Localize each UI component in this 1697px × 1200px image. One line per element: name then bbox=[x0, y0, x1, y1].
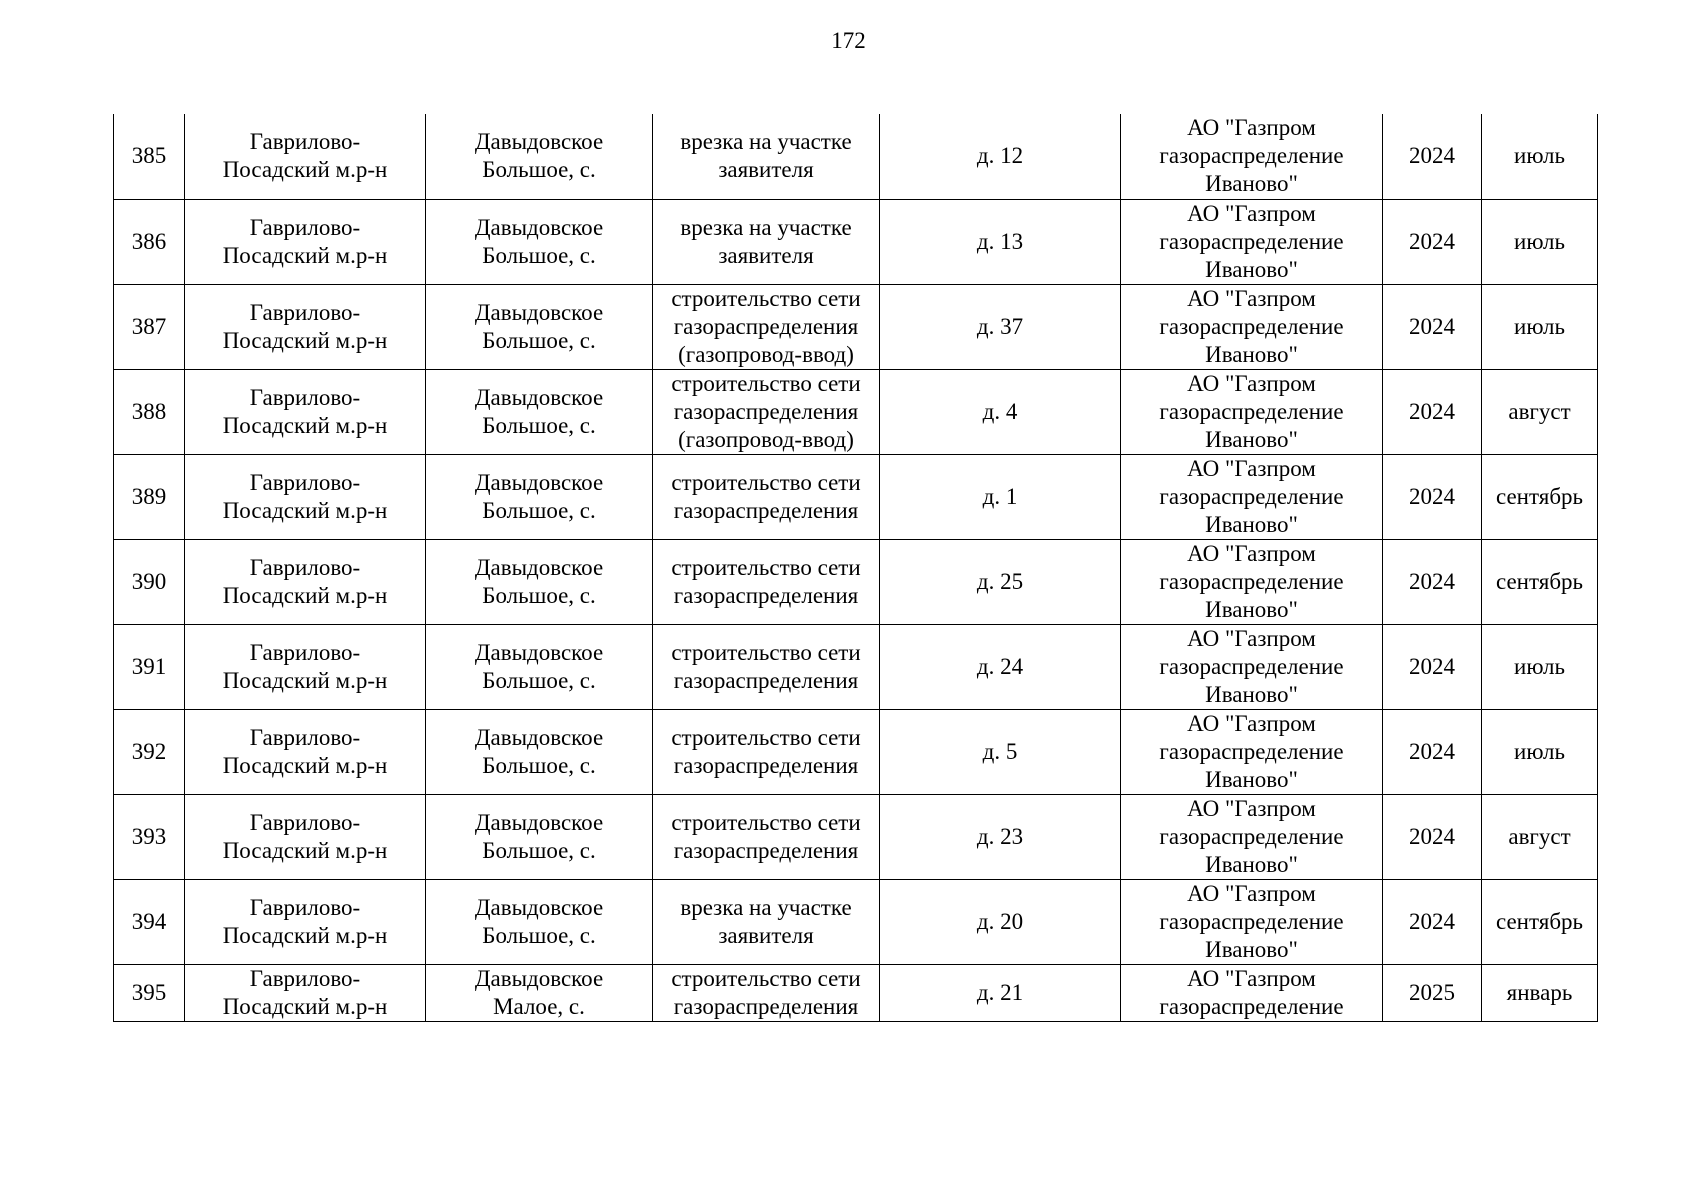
house-cell: д. 13 bbox=[880, 199, 1121, 284]
organization-cell-line: Иваново" bbox=[1205, 936, 1298, 962]
month-cell: январь bbox=[1482, 964, 1598, 1021]
district-cell bbox=[185, 964, 426, 1021]
row-number-cell: 393 bbox=[114, 794, 185, 879]
district-cell-line: Посадский м.р-н bbox=[222, 837, 388, 863]
district-cell-line: Гаврилово- bbox=[249, 639, 361, 665]
district-cell bbox=[185, 794, 426, 879]
settlement-cell-line: Большое, с. bbox=[482, 667, 596, 693]
month-cell: июль bbox=[1482, 709, 1598, 794]
organization-cell bbox=[1121, 284, 1383, 369]
organization-cell-line: газораспределение bbox=[1159, 823, 1344, 849]
house-cell: д. 24 bbox=[880, 624, 1121, 709]
organization-cell-line: газораспределение bbox=[1159, 143, 1344, 169]
district-cell-line: Гаврилово- bbox=[249, 469, 361, 495]
district-cell bbox=[185, 114, 426, 199]
district-cell bbox=[185, 879, 426, 964]
work-type-cell-line: (газопровод-ввод) bbox=[678, 341, 854, 367]
settlement-cell-line: Большое, с. bbox=[482, 497, 596, 523]
organization-cell-line: газораспределение bbox=[1159, 568, 1344, 594]
page-number: 172 bbox=[831, 28, 866, 53]
organization-cell-line: газораспределение bbox=[1159, 398, 1344, 424]
organization-cell bbox=[1121, 709, 1383, 794]
organization-cell bbox=[1121, 199, 1383, 284]
table-row bbox=[114, 284, 1598, 369]
work-type-cell bbox=[653, 114, 880, 199]
work-type-cell-line: заявителя bbox=[718, 242, 814, 268]
district-cell-line: Посадский м.р-н bbox=[222, 242, 388, 268]
row-number-cell: 385 bbox=[114, 114, 185, 199]
work-type-cell bbox=[653, 199, 880, 284]
work-type-cell bbox=[653, 454, 880, 539]
district-cell-line: Гаврилово- bbox=[249, 894, 361, 920]
settlement-cell-line: Малое, с. bbox=[493, 993, 585, 1019]
table-row bbox=[114, 369, 1598, 454]
settlement-cell-line: Большое, с. bbox=[482, 242, 596, 268]
row-number-cell: 392 bbox=[114, 709, 185, 794]
house-cell: д. 25 bbox=[880, 539, 1121, 624]
settlement-cell-line: Давыдовское bbox=[474, 894, 604, 920]
settlement-cell bbox=[426, 284, 653, 369]
organization-cell-line: АО "Газпром bbox=[1187, 625, 1316, 651]
organization-cell-line: АО "Газпром bbox=[1187, 965, 1316, 991]
settlement-cell-line: Давыдовское bbox=[474, 639, 604, 665]
work-type-cell-line: строительство сети bbox=[671, 285, 861, 311]
settlement-cell bbox=[426, 114, 653, 199]
district-cell bbox=[185, 539, 426, 624]
district-cell-line: Гаврилово- bbox=[249, 809, 361, 835]
work-type-cell-line: газораспределения bbox=[673, 752, 859, 778]
organization-cell-line: Иваново" bbox=[1205, 341, 1298, 367]
settlement-cell-line: Давыдовское bbox=[474, 129, 604, 155]
work-type-cell bbox=[653, 879, 880, 964]
district-cell-line: Посадский м.р-н bbox=[222, 667, 388, 693]
year-cell: 2024 bbox=[1383, 284, 1482, 369]
district-cell-line: Посадский м.р-н bbox=[222, 993, 388, 1019]
work-type-cell-line: строительство сети bbox=[671, 370, 861, 396]
organization-cell-line: Иваново" bbox=[1205, 426, 1298, 452]
settlement-cell-line: Большое, с. bbox=[482, 327, 596, 353]
organization-cell bbox=[1121, 369, 1383, 454]
year-cell: 2024 bbox=[1383, 114, 1482, 199]
organization-cell-line: Иваново" bbox=[1205, 766, 1298, 792]
settlement-cell-line: Большое, с. bbox=[482, 922, 596, 948]
month-cell: сентябрь bbox=[1482, 879, 1598, 964]
organization-cell-line: Иваново" bbox=[1205, 596, 1298, 622]
work-type-cell-line: врезка на участке bbox=[680, 129, 852, 155]
settlement-cell-line: Большое, с. bbox=[482, 837, 596, 863]
month-cell: июль bbox=[1482, 624, 1598, 709]
month-cell: август bbox=[1482, 794, 1598, 879]
month-cell: июль bbox=[1482, 114, 1598, 199]
house-cell: д. 1 bbox=[880, 454, 1121, 539]
row-number-cell: 389 bbox=[114, 454, 185, 539]
settlement-cell-line: Давыдовское bbox=[474, 299, 604, 325]
year-cell: 2024 bbox=[1383, 794, 1482, 879]
month-cell: август bbox=[1482, 369, 1598, 454]
work-type-cell bbox=[653, 539, 880, 624]
settlement-cell bbox=[426, 454, 653, 539]
work-type-cell bbox=[653, 964, 880, 1021]
house-cell: д. 4 bbox=[880, 369, 1121, 454]
organization-cell-line: газораспределение bbox=[1159, 908, 1344, 934]
year-cell: 2024 bbox=[1383, 709, 1482, 794]
district-cell-line: Гаврилово- bbox=[249, 214, 361, 240]
settlement-cell bbox=[426, 199, 653, 284]
house-cell: д. 23 bbox=[880, 794, 1121, 879]
district-cell-line: Гаврилово- bbox=[249, 299, 361, 325]
organization-cell bbox=[1121, 794, 1383, 879]
house-cell: д. 37 bbox=[880, 284, 1121, 369]
work-type-cell-line: газораспределения bbox=[673, 993, 859, 1019]
settlement-cell bbox=[426, 539, 653, 624]
table-row bbox=[114, 964, 1598, 1021]
work-type-cell-line: газораспределения bbox=[673, 582, 859, 608]
organization-cell-line: АО "Газпром bbox=[1187, 455, 1316, 481]
work-type-cell-line: строительство сети bbox=[671, 965, 861, 991]
organization-cell-line: Иваново" bbox=[1205, 851, 1298, 877]
work-type-cell-line: газораспределения bbox=[673, 313, 859, 339]
year-cell: 2024 bbox=[1383, 539, 1482, 624]
organization-cell-line: АО "Газпром bbox=[1187, 200, 1316, 226]
table-row bbox=[114, 709, 1598, 794]
district-cell-line: Гаврилово- bbox=[249, 724, 361, 750]
work-type-cell-line: (газопровод-ввод) bbox=[678, 426, 854, 452]
district-cell-line: Гаврилово- bbox=[249, 384, 361, 410]
organization-cell-line: АО "Газпром bbox=[1187, 285, 1316, 311]
work-type-cell-line: строительство сети bbox=[671, 724, 861, 750]
row-number-cell: 386 bbox=[114, 199, 185, 284]
district-cell-line: Посадский м.р-н bbox=[222, 922, 388, 948]
work-type-cell bbox=[653, 794, 880, 879]
district-cell bbox=[185, 709, 426, 794]
table-row bbox=[114, 879, 1598, 964]
settlement-cell-line: Давыдовское bbox=[474, 384, 604, 410]
district-cell bbox=[185, 369, 426, 454]
year-cell: 2024 bbox=[1383, 199, 1482, 284]
work-type-cell-line: газораспределения bbox=[673, 837, 859, 863]
work-type-cell bbox=[653, 369, 880, 454]
house-cell: д. 20 bbox=[880, 879, 1121, 964]
district-cell bbox=[185, 624, 426, 709]
house-cell: д. 5 bbox=[880, 709, 1121, 794]
organization-cell bbox=[1121, 539, 1383, 624]
settlement-cell bbox=[426, 794, 653, 879]
gas-connection-table bbox=[113, 114, 1598, 1022]
settlement-cell-line: Давыдовское bbox=[474, 965, 604, 991]
work-type-cell-line: заявителя bbox=[718, 922, 814, 948]
organization-cell-line: Иваново" bbox=[1205, 681, 1298, 707]
organization-cell-line: АО "Газпром bbox=[1187, 710, 1316, 736]
district-cell-line: Гаврилово- bbox=[249, 965, 361, 991]
work-type-cell-line: врезка на участке bbox=[680, 894, 852, 920]
table-row bbox=[114, 199, 1598, 284]
organization-cell-line: газораспределение bbox=[1159, 228, 1344, 254]
organization-cell-line: АО "Газпром bbox=[1187, 795, 1316, 821]
district-cell-line: Посадский м.р-н bbox=[222, 497, 388, 523]
year-cell: 2024 bbox=[1383, 879, 1482, 964]
work-type-cell-line: строительство сети bbox=[671, 469, 861, 495]
organization-cell-line: газораспределение bbox=[1159, 313, 1344, 339]
district-cell-line: Посадский м.р-н bbox=[222, 752, 388, 778]
settlement-cell bbox=[426, 369, 653, 454]
month-cell: июль bbox=[1482, 284, 1598, 369]
house-cell: д. 12 bbox=[880, 114, 1121, 199]
table-row bbox=[114, 539, 1598, 624]
settlement-cell-line: Давыдовское bbox=[474, 554, 604, 580]
organization-cell-line: газораспределение bbox=[1159, 993, 1344, 1019]
settlement-cell-line: Большое, с. bbox=[482, 412, 596, 438]
row-number-cell: 391 bbox=[114, 624, 185, 709]
settlement-cell-line: Давыдовское bbox=[474, 214, 604, 240]
district-cell-line: Посадский м.р-н bbox=[222, 327, 388, 353]
district-cell-line: Посадский м.р-н bbox=[222, 157, 388, 183]
organization-cell bbox=[1121, 879, 1383, 964]
organization-cell-line: АО "Газпром bbox=[1187, 115, 1316, 141]
year-cell: 2024 bbox=[1383, 454, 1482, 539]
organization-cell-line: Иваново" bbox=[1205, 256, 1298, 282]
settlement-cell bbox=[426, 964, 653, 1021]
settlement-cell-line: Давыдовское bbox=[474, 724, 604, 750]
table-row bbox=[114, 624, 1598, 709]
work-type-cell bbox=[653, 709, 880, 794]
settlement-cell bbox=[426, 879, 653, 964]
organization-cell-line: газораспределение bbox=[1159, 738, 1344, 764]
work-type-cell bbox=[653, 284, 880, 369]
work-type-cell-line: врезка на участке bbox=[680, 214, 852, 240]
year-cell: 2025 bbox=[1383, 964, 1482, 1021]
settlement-cell-line: Давыдовское bbox=[474, 469, 604, 495]
work-type-cell-line: строительство сети bbox=[671, 639, 861, 665]
row-number-cell: 395 bbox=[114, 964, 185, 1021]
table-row bbox=[114, 114, 1598, 199]
settlement-cell-line: Большое, с. bbox=[482, 752, 596, 778]
work-type-cell-line: газораспределения bbox=[673, 667, 859, 693]
district-cell bbox=[185, 284, 426, 369]
settlement-cell-line: Большое, с. bbox=[482, 582, 596, 608]
organization-cell-line: газораспределение bbox=[1159, 653, 1344, 679]
work-type-cell-line: газораспределения bbox=[673, 497, 859, 523]
year-cell: 2024 bbox=[1383, 369, 1482, 454]
settlement-cell-line: Большое, с. bbox=[482, 157, 596, 183]
month-cell: июль bbox=[1482, 199, 1598, 284]
work-type-cell-line: газораспределения bbox=[673, 398, 859, 424]
work-type-cell bbox=[653, 624, 880, 709]
month-cell: сентябрь bbox=[1482, 454, 1598, 539]
row-number-cell: 388 bbox=[114, 369, 185, 454]
district-cell-line: Гаврилово- bbox=[249, 554, 361, 580]
district-cell-line: Гаврилово- bbox=[249, 129, 361, 155]
organization-cell-line: АО "Газпром bbox=[1187, 880, 1316, 906]
table-row bbox=[114, 794, 1598, 879]
table-row bbox=[114, 454, 1598, 539]
organization-cell bbox=[1121, 964, 1383, 1021]
row-number-cell: 387 bbox=[114, 284, 185, 369]
month-cell: сентябрь bbox=[1482, 539, 1598, 624]
settlement-cell-line: Давыдовское bbox=[474, 809, 604, 835]
district-cell-line: Посадский м.р-н bbox=[222, 582, 388, 608]
district-cell bbox=[185, 199, 426, 284]
work-type-cell-line: строительство сети bbox=[671, 809, 861, 835]
work-type-cell-line: строительство сети bbox=[671, 554, 861, 580]
organization-cell-line: Иваново" bbox=[1205, 511, 1298, 537]
district-cell-line: Посадский м.р-н bbox=[222, 412, 388, 438]
organization-cell bbox=[1121, 624, 1383, 709]
organization-cell-line: Иваново" bbox=[1205, 171, 1298, 197]
work-type-cell-line: заявителя bbox=[718, 157, 814, 183]
organization-cell-line: АО "Газпром bbox=[1187, 540, 1316, 566]
organization-cell bbox=[1121, 114, 1383, 199]
settlement-cell bbox=[426, 709, 653, 794]
settlement-cell bbox=[426, 624, 653, 709]
district-cell bbox=[185, 454, 426, 539]
year-cell: 2024 bbox=[1383, 624, 1482, 709]
organization-cell-line: АО "Газпром bbox=[1187, 370, 1316, 396]
organization-cell-line: газораспределение bbox=[1159, 483, 1344, 509]
organization-cell bbox=[1121, 454, 1383, 539]
row-number-cell: 394 bbox=[114, 879, 185, 964]
house-cell: д. 21 bbox=[880, 964, 1121, 1021]
row-number-cell: 390 bbox=[114, 539, 185, 624]
